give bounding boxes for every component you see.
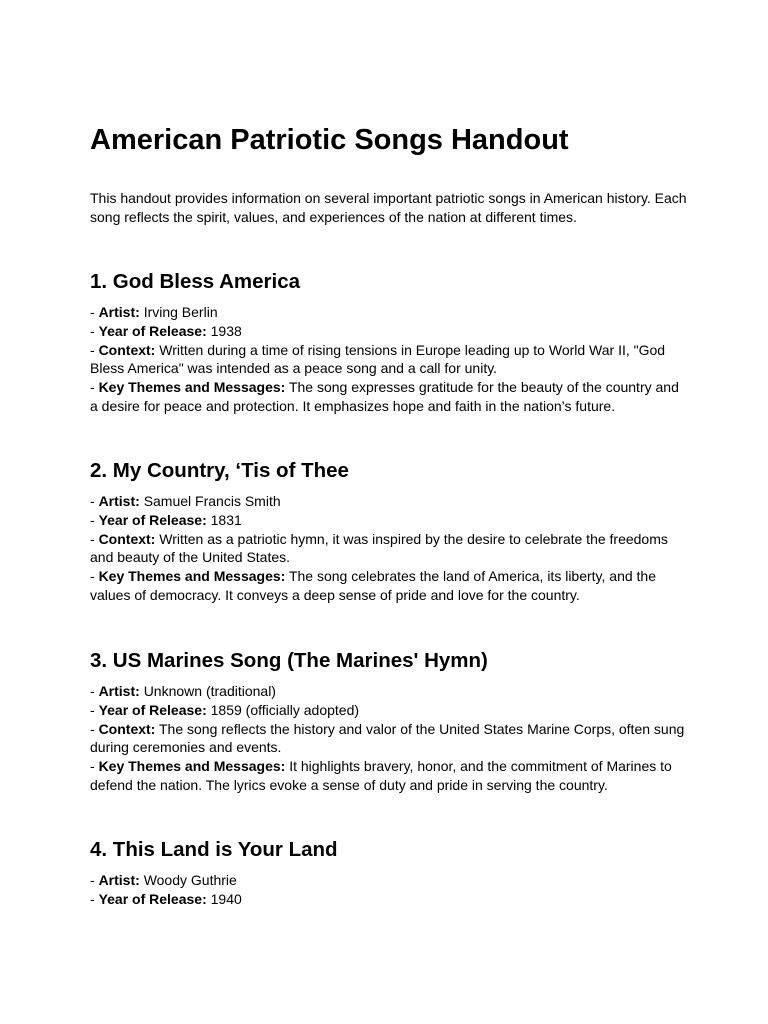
themes-value: The song expresses gratitude for the beauty of the country and a desire for peace and protection. It emphasizes hope and faith in the nation’s future. — [90, 379, 679, 414]
artist-value: Samuel Francis Smith — [143, 493, 281, 509]
context-label: Context: — [98, 341, 156, 358]
themes-label: Key Themes and Messages: — [98, 758, 286, 775]
year-label: Year of Release: — [98, 511, 207, 528]
song-section-god-bless-america — [90, 269, 690, 416]
themes-line: - Key Themes and Messages: It highlights bravery, honor, and the commitment of Marines to defend the nation. The lyrics evoke a sense of duty and pride in serving the country. — [90, 758, 672, 793]
song-details — [90, 871, 690, 909]
song-heading: 2. My Country, ‘Tis of Thee — [90, 459, 349, 482]
song-details — [90, 303, 690, 416]
context-line: - Context: The song reflects the history and valor of the United States Marine Corps, often sung during ceremonies and events. — [90, 720, 685, 756]
year-label: Year of Release: — [98, 701, 207, 718]
song-details — [90, 682, 690, 795]
artist-value: Woody Guthrie — [143, 872, 237, 888]
year-line: - Year of Release: 1938 — [90, 322, 242, 339]
artist-value: Unknown (traditional) — [143, 683, 276, 699]
artist-line: - Artist: Unknown (traditional) — [90, 683, 276, 699]
context-label: Context: — [98, 720, 156, 737]
themes-line: - Key Themes and Messages: The song expresses gratitude for the beauty of the country and a desire for peace and protection. It emphasizes hope and faith in the nation’s future. — [90, 379, 679, 414]
song-section-this-land-is-your-land — [90, 837, 690, 909]
context-label: Context: — [98, 530, 156, 547]
context-value: Written during a time of rising tensions in Europe leading up to World War II, "God Bless America" was intended as a peace song and a call for unity. — [90, 341, 666, 377]
artist-line: - Artist: Samuel Francis Smith — [90, 493, 281, 509]
themes-label: Key Themes and Messages: — [98, 568, 286, 585]
song-heading: 3. US Marines Song (The Marines' Hymn) — [90, 649, 488, 672]
artist-label: Artist: — [98, 304, 140, 320]
year-line: - Year of Release: 1940 — [90, 890, 242, 907]
year-line: - Year of Release: 1859 (officially adopted) — [90, 701, 360, 718]
artist-line: - Artist: Woody Guthrie — [90, 872, 237, 888]
themes-value: The song celebrates the land of America, its liberty, and the values of democracy. It conveys a deep sense of pride and love for the country. — [90, 568, 657, 603]
intro-paragraph: This handout provides information on several important patriotic songs in American history. Each song reflects the spirit, values, and experiences of the nation at different times. — [90, 190, 687, 225]
year-value: 1859 (officially adopted) — [210, 701, 360, 718]
year-value: 1940 — [210, 890, 242, 907]
song-heading: 1. God Bless America — [90, 270, 301, 293]
context-line: - Context: Written during a time of rising tensions in Europe leading up to World War II, "God Bless America" was intended as a peace song and a call for unity. — [90, 341, 666, 377]
year-label: Year of Release: — [98, 890, 207, 907]
year-line: - Year of Release: 1831 — [90, 511, 242, 528]
year-label: Year of Release: — [98, 322, 207, 339]
themes-value: It highlights bravery, honor, and the commitment of Marines to defend the nation. The lyrics evoke a sense of duty and pride in serving the country. — [90, 758, 672, 793]
song-section-my-country-tis-of-thee — [90, 458, 690, 605]
context-line: - Context: Written as a patriotic hymn, it was inspired by the desire to celebrate the freedoms and beauty of the United States. — [90, 530, 668, 566]
song-section-marines-hymn — [90, 648, 690, 795]
artist-value: Irving Berlin — [143, 304, 218, 320]
song-details — [90, 492, 690, 605]
year-value: 1831 — [210, 511, 242, 528]
artist-line: - Artist: Irving Berlin — [90, 304, 218, 320]
page-title: American Patriotic Songs Handout — [90, 124, 569, 156]
context-value: Written as a patriotic hymn, it was inspired by the desire to celebrate the freedoms and beauty of the United States. — [90, 530, 668, 566]
artist-label: Artist: — [98, 872, 140, 888]
themes-label: Key Themes and Messages: — [98, 379, 286, 396]
song-heading: 4. This Land is Your Land — [90, 838, 338, 861]
artist-label: Artist: — [98, 683, 140, 699]
artist-label: Artist: — [98, 493, 140, 509]
context-value: The song reflects the history and valor of the United States Marine Corps, often sung during ceremonies and events. — [90, 720, 685, 756]
year-value: 1938 — [210, 322, 242, 339]
themes-line: - Key Themes and Messages: The song celebrates the land of America, its liberty, and the values of democracy. It conveys a deep sense of pride and love for the country. — [90, 568, 657, 603]
